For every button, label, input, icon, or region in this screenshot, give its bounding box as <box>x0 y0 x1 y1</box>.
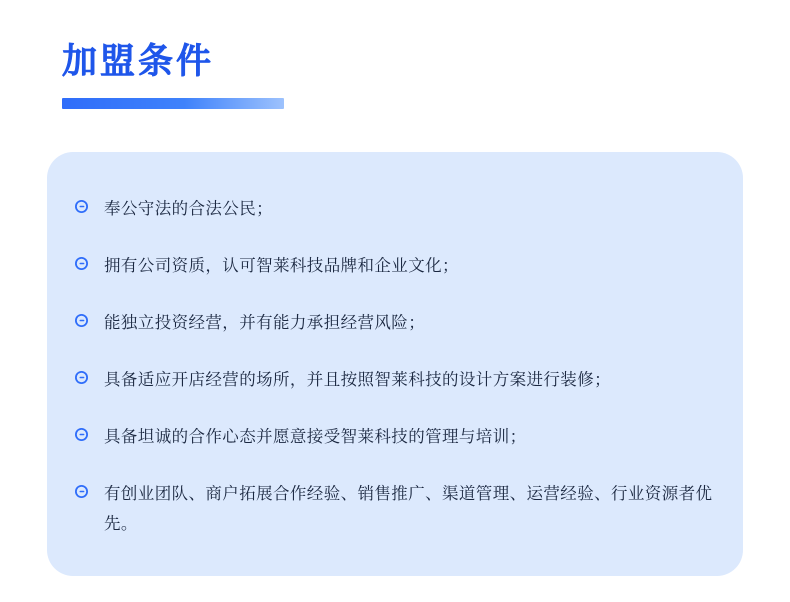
conditions-card <box>47 152 743 576</box>
list-item <box>75 251 719 281</box>
list-item <box>75 194 719 224</box>
circle-arrow-icon <box>75 485 88 498</box>
conditions-list <box>75 194 719 539</box>
list-item-text: 具备适应开店经营的场所，并且按照智莱科技的设计方案进行装修； <box>104 371 611 389</box>
list-item <box>75 308 719 338</box>
list-item <box>75 365 719 395</box>
circle-arrow-icon <box>75 428 88 441</box>
list-item <box>75 422 719 452</box>
list-item <box>75 479 719 539</box>
list-item-text: 具备坦诚的合作心态并愿意接受智莱科技的管理与培训； <box>104 428 527 446</box>
circle-arrow-icon <box>75 200 88 213</box>
page-title: 加盟条件 <box>62 42 215 81</box>
circle-arrow-icon <box>75 314 88 327</box>
title-underline <box>62 98 284 109</box>
circle-arrow-icon <box>75 257 88 270</box>
list-item-text: 能独立投资经营，并有能力承担经营风险； <box>104 314 426 332</box>
list-item-text: 奉公守法的合法公民； <box>104 200 273 218</box>
list-item-text: 拥有公司资质，认可智莱科技品牌和企业文化； <box>104 257 459 275</box>
page-title-wrap <box>62 36 214 88</box>
circle-arrow-icon <box>75 371 88 384</box>
list-item-text: 有创业团队、商户拓展合作经验、销售推广、渠道管理、运营经验、行业资源者优先。 <box>104 485 713 533</box>
